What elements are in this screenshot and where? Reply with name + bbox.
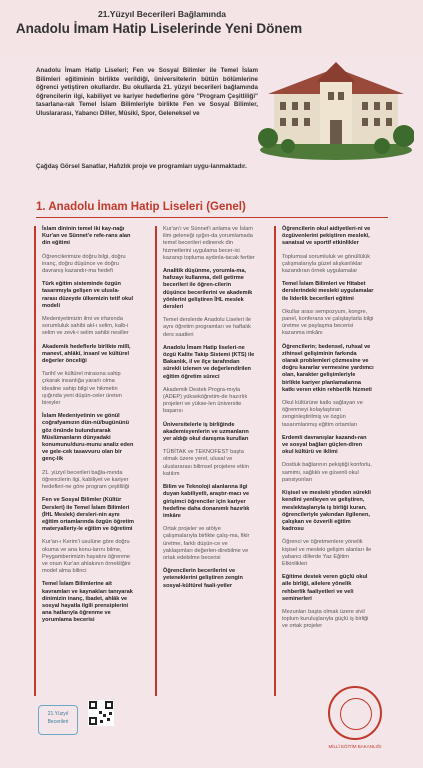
column-2-rule: [155, 226, 157, 696]
list-item: Öğrenci ve öğretmenlere yönelik kişisel ve mesleki gelişim alanları ile yabancı dillerde Yaz Eğitim Etkinlikleri: [282, 539, 372, 567]
list-item: Eğitime destek veren güçlü okul aile birliği, ailelere yönelik rehberlik faaliyetleri ve veli seminerleri: [282, 574, 368, 602]
list-item: Okul kültürüne katkı sağlayan ve öğrenmeyi kolaylaştıran zenginleştirilmiş ve özgün tasarımlanmış eğitim ortamları: [282, 400, 363, 428]
intro-paragraph: Anadolu İmam Hatip Liseleri; Fen ve Sosyal Bilimler ile Temel İslam Bilimleri eğitiminin birlikte verildiği, üniversitelerin bütün bölümlerine öğrenci yetiştiren okullardır. Bu okullarda 21. yüzyıl becerileri bağlamında öğrencilerin ilgi, kabiliyet ve kariyer hedeflerine göre "Program Çeşitliliği" tasarlana-rak Temel İslam Bilimleriyle birlikte Fen ve Sosyal Bilimler, Uluslararası, Yabancı Diller, Mûsikî, Spor, Geleneksel ve: [36, 67, 258, 117]
list-item: Analitik düşünme, yorumla-ma, hafızayı kullanma, dell getirme becerileri ile öğren-cilerin düşünce becerilerini ve akademik yönlerini geliştiren İHL meslek dersleri: [163, 268, 253, 311]
column-3-rule: [274, 226, 276, 696]
header-subtitle: 21.Yüzyıl Becerileri Bağlamında: [97, 9, 227, 19]
section-heading: [36, 201, 246, 213]
list-item: Temel İslam Bilimlerine ait kavramları ve kaynakları tanıyarak dinimizin inanç, ibadet, ahlâk ve sosyal hayatla ilgili prensiplerini ana hatlarıyla öğrenme ve yorumlama becerisi: [42, 581, 133, 624]
list-item: Temel İslam Bilimleri ve Hitabet derslerindeki mesleki uygulamalar ile liderlik becerileri eğitimi: [282, 281, 374, 302]
list-item: Öğrencilerin okul aidiyetleri-ni ve özgüvenlerini pekiştiren meslekî, sanatsal ve sportif etkinlikler: [282, 226, 371, 247]
list-item: Öğrencilerin becerilerini ve yeteneklerini geliştiren zengin sosyal-kültürel faali-yetler: [163, 568, 243, 589]
list-item: Kur'an-ı Kerim'i usulüne göre doğru okuma ve ana konu-larını bilme, Peygamberimizin hayatını öğrenme ve onun Kur'an ahlakının örnekliğini model alma bilinci: [42, 539, 131, 575]
list-item: Mezunları başta olmak üzere sivil toplum kuruluşlarıyla güçlü iş birliği ve ortak projeler: [282, 608, 369, 630]
page-title: Anadolu İmam Hatip Liselerinde Yeni Dönem: [15, 21, 303, 36]
list-item: Erdemli davranışlar kazandı-ran ve sosyal bağları güçlen-diren okul kültürü ve iklimi: [282, 434, 367, 456]
list-item: Kişisel ve mesleki yönden sürekli kendini yenileyen ve geliştiren, meslektaşlarıyla iş birliği kuran, öğrencileriyle yakından ilgilenen, çalışkan ve özverili eğitim kadrosu: [282, 490, 371, 533]
program-logo: 21.Yüzyıl Becerileri: [38, 705, 78, 735]
qr-code-icon: [88, 700, 114, 726]
list-item: Medeniyetimizin ilmi ve irfanında sorumluluk sahibi akl-ı selim, kalb-i selim ve zevk-i selim sahibi nesiller: [42, 316, 129, 337]
list-item: Tarihî ve kültürel mirasına sahip çıkarak insanlığa yararlı olma idealine sahip bilgi ve hikmetin ışığında yeni düşün-celer üreten bireyler: [42, 371, 122, 407]
intro-paragraph-tail: Çağdaş Görsel Sanatlar, Hafızlık proje ve programları uygu-lanmaktadır.: [36, 163, 247, 170]
list-item: Kur'an'ı ve Sünnet'i anlama ve İslam ilim geleneği ışığın-da yorumlamada temel becerileri edinerek din hizmetlerini uygulama becer-isi kazanıp topluma aydınla-tacak fertler: [163, 226, 255, 261]
list-item: Türk eğitim sisteminde özgün tasarımıyla gelişen ve ulusla-rarası düzeyde ülkemizin tetif okul modeli: [42, 281, 134, 309]
list-item: İslam dininin temel iki kay-nağı Kur'an ve Sünnet'e refe-rans alan din eğitimi: [42, 226, 131, 247]
column-1: [38, 226, 134, 631]
ministry-seal-caption: MİLLÎ EĞİTİM BAKANLIĞI: [328, 744, 382, 749]
list-item: Öğrencilerimize doğru bilgi, doğru inanç, doğru düşünce ve doğru davranış kazandır-ma hedefi: [42, 253, 126, 275]
section-heading-text: 1. Anadolu İmam Hatip Liseleri (Genel): [36, 201, 246, 213]
column-2: [159, 226, 255, 596]
column-3: [278, 226, 374, 637]
list-item: Okullar arası sempozyum, kongre, panel, konferans ve çalıştaylarla bilgi üretme ve paylaşma becerisi kazanma imkânı: [282, 308, 374, 337]
list-item: Öğrencilerin; bedensel, ruhsal ve zihinsel gelişiminin farkında olarak problemleri çözmesine ve doğru kararlar vermesine yardımcı olan, karakter gelişimleriyle birlikte kariyer planlamalarına katkı veren etkin rehberlik hizmeti: [282, 343, 374, 393]
list-item: Temel derslerde Anadolu Liseleri ile aynı öğretim programları ve haftalık ders saatleri: [163, 317, 251, 338]
list-item: Toplumsal sorumluluk ve gönüllülük çalışmalarıyla güzel alışkanlıklar kazandıran örnek uygulamalar: [282, 253, 370, 275]
list-item: TÜBİTAK ve TEKNOFEST başta olmak üzere yerel, ulusal ve uluslararası bilimsel projelere etkin katılım: [163, 449, 249, 477]
list-item: Fen ve Sosyal Bilimler (Kültür Dersleri) ile Temel İslam Bilimleri (İHL Meslek) dersleri-nin aynı eğitim ortamlarında özgün öğretim materyalleriy-le eğitim ve öğretimi: [42, 497, 134, 533]
school-building-illustration: [258, 58, 414, 162]
list-item: Anadolu İmam Hatip liseleri-ne özgü Kalite Takip Sistemi (KTS) ile Bakanlık, il ve ilçe tarafından sürekli izlenen ve değerlendirilen eğitim öğretim süreci: [163, 344, 255, 380]
list-item: Bilim ve Teknoloji alanlarına ilgi duyan kabiliyetli, araştır-macı ve girişimci öğrenciler için kariyer hedefine daha donanımlı hazırlık imkânı: [163, 484, 250, 519]
list-item: Akademik Destek Progra-mıyla (ADEP) yükseköğretim-de hazırlık projeleri ve yükse-len üniversite başarısı: [163, 386, 248, 415]
column-1-rule: [34, 226, 36, 696]
ministry-seal-icon: [328, 686, 382, 740]
section-underline: [36, 217, 388, 218]
list-item: Üniversitelerle iş birliğinde akademisyenlerin ve uzmanların yer aldığı okul danışma kurulları: [163, 421, 249, 443]
list-item: İslam Medeniyetinin ve gönül coğrafyamızın dün-nü/bugününü göz önünde bulundurarak Müslümanların dünyadaki konumunu/duru-munu analiz eden ve gele-cek tasavvuru olan bir genç-lik: [42, 413, 134, 463]
list-item: Ortak projeler ve atölye çalışmalarıyla birlikte çalış-ma, fikir üretme, farklı düşün-ce ve yaklaşımları değerlen-direbilme ve ortak edebilme becerisi: [163, 526, 250, 561]
list-item: 21. yüzyıl becerileri bağla-mında öğrencilerin ilgi, kabiliyet ve kariyer hedefleri-ne göre program çeşitliliği: [42, 469, 130, 491]
list-item: Dostluk bağlarının pekiştiği konforlu, samimi, sağlıklı ve güvenli okul pansiyonları: [282, 462, 372, 483]
list-item: Akademik hedeflerle birlikte millî, manevî, ahlâkî, insanî ve kültürel değerler önceliği: [42, 343, 131, 365]
